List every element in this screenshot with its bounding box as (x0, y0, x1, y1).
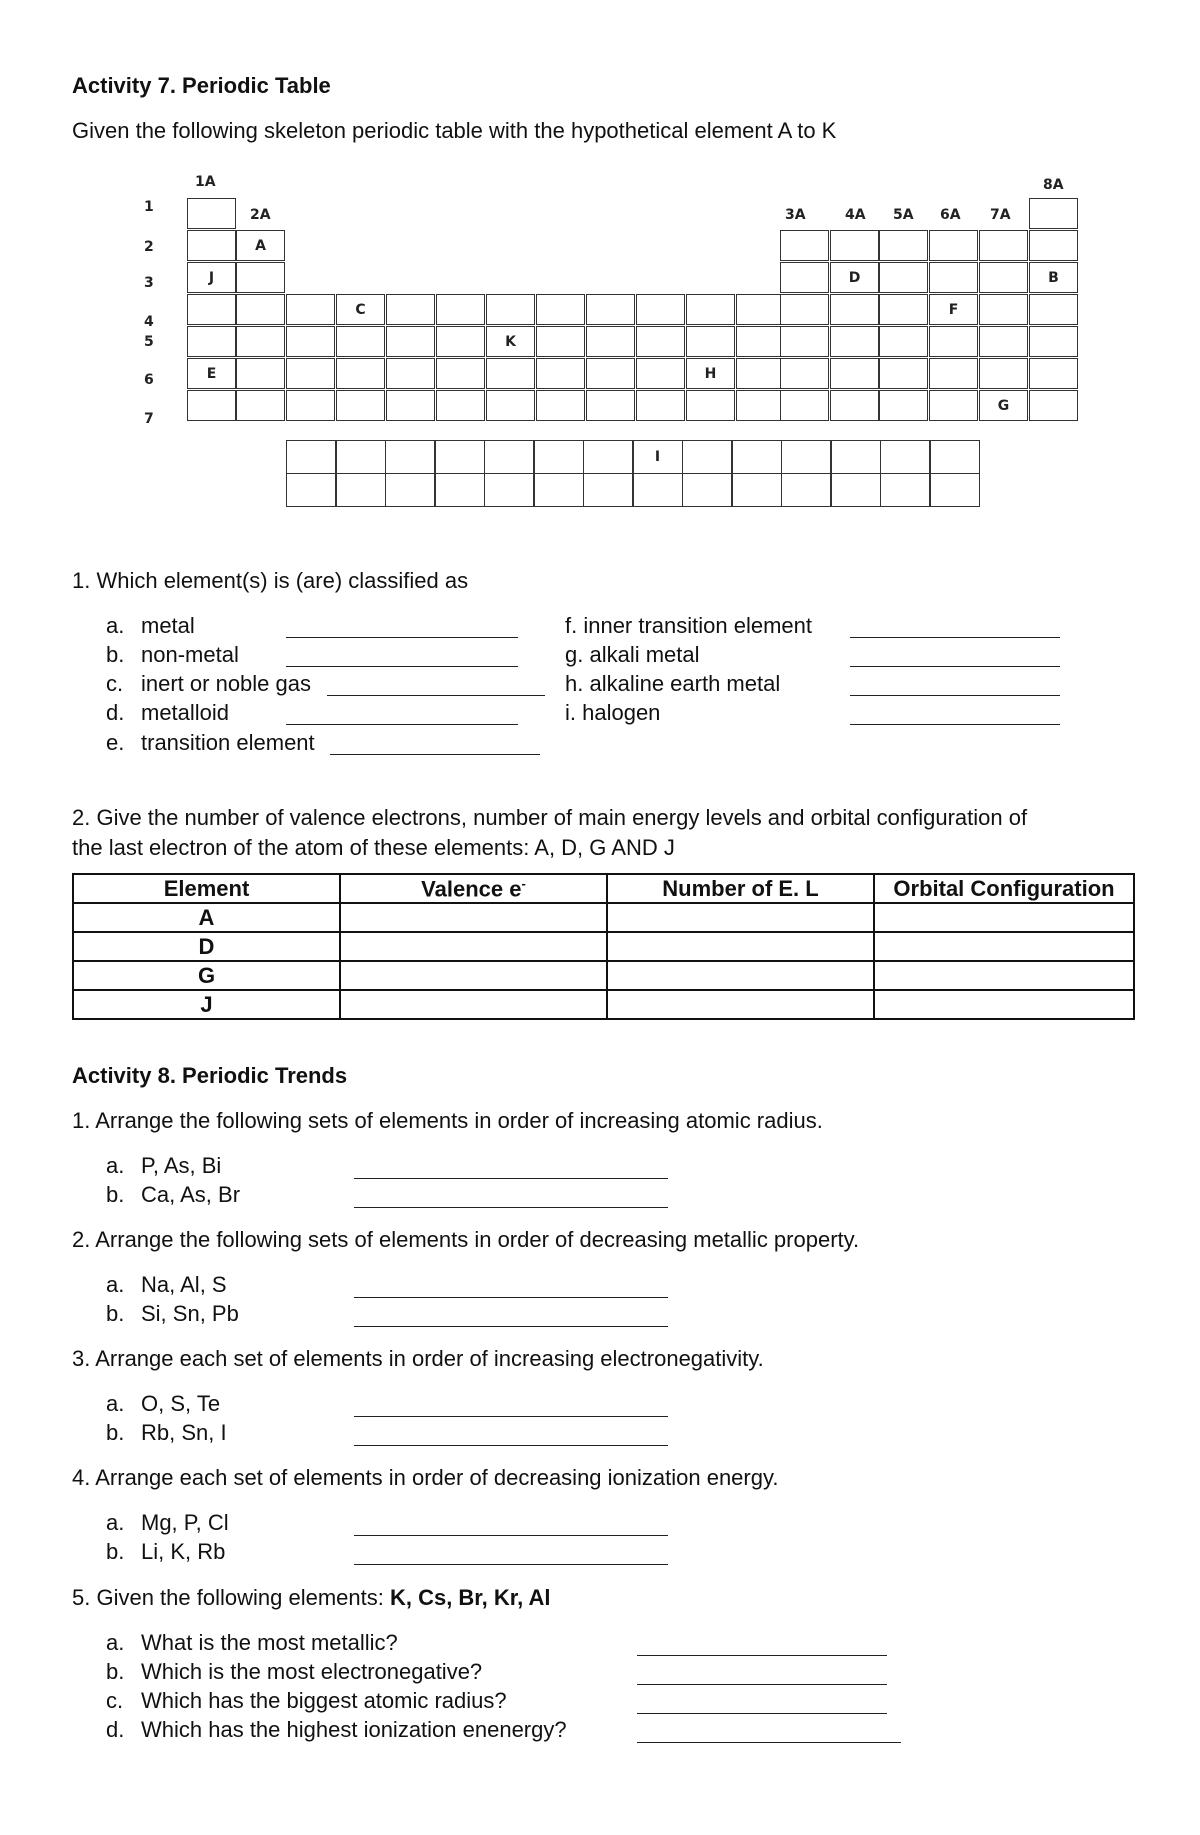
a8-q2-item-a: Na, Al, S (141, 1272, 227, 1297)
a8-q5-answer-d[interactable] (637, 1742, 901, 1743)
a8-q5-prompt: 5. Given the following elements: (72, 1585, 390, 1610)
periodic-cell (336, 326, 385, 357)
periodic-cell (780, 230, 829, 261)
periodic-cell (780, 294, 829, 325)
element-cell-h: H (686, 358, 735, 389)
answer-cell[interactable] (874, 932, 1134, 961)
a8-q3-answer-a[interactable] (354, 1416, 668, 1417)
a8-q1-item-b: Ca, As, Br (141, 1182, 241, 1207)
periodic-cell (636, 326, 685, 357)
a8-q5-prompt-line (72, 1587, 551, 1609)
periodic-cell (830, 230, 879, 261)
periodic-cell (486, 294, 535, 325)
a8-q2-answer-b[interactable] (354, 1326, 668, 1327)
col-header-valence (340, 874, 607, 903)
a8-q3-letter-b: b. (106, 1420, 125, 1445)
q1-item-i: i. halogen (565, 700, 661, 725)
group-header: 4A (845, 207, 866, 223)
element-cell-d: D (830, 262, 879, 293)
a8-q3-letter-a: a. (106, 1391, 125, 1416)
a8-q1-letter-b: b. (106, 1182, 125, 1207)
answer-cell[interactable] (607, 932, 874, 961)
period-number: 2 (144, 239, 154, 255)
periodic-cell (1029, 198, 1078, 229)
periodic-cell (286, 294, 335, 325)
a8-q1-prompt: 1. Arrange the following sets of elements in order of increasing atomic radius. (72, 1108, 823, 1133)
row-element: J (73, 990, 340, 1019)
inner-transition-cell (930, 440, 980, 474)
valence-table (72, 873, 1135, 1020)
periodic-cell (979, 326, 1028, 357)
a8-q2-letter-a: a. (106, 1272, 125, 1297)
row-element: D (73, 932, 340, 961)
periodic-cell (736, 358, 785, 389)
q1-letter-c: c. (106, 671, 124, 696)
group-header: 8A (1043, 177, 1064, 193)
a8-q4-answer-a[interactable] (354, 1535, 668, 1536)
a8-q5-letter-c: c. (106, 1688, 124, 1713)
inner-transition-cell (781, 473, 831, 507)
periodic-cell (736, 390, 785, 421)
periodic-cell (187, 326, 236, 357)
periodic-cell (1029, 326, 1078, 357)
periodic-cell (586, 294, 635, 325)
q1-answer-g[interactable] (850, 666, 1060, 667)
periodic-cell (830, 294, 879, 325)
group-header: 7A (990, 207, 1011, 223)
q1-answer-c[interactable] (327, 695, 545, 696)
element-cell-j: J (187, 262, 236, 293)
q1-item-e: transition element (141, 730, 315, 755)
row-element: G (73, 961, 340, 990)
a8-q1-item-a: P, As, Bi (141, 1153, 222, 1178)
inner-transition-cell (484, 473, 534, 507)
a8-q5-item-a: What is the most metallic? (141, 1630, 398, 1655)
periodic-cell (636, 390, 685, 421)
periodic-cell (879, 294, 928, 325)
col-header-element: Element (73, 874, 340, 903)
periodic-cell (236, 390, 285, 421)
q1-item-d: metalloid (141, 700, 230, 725)
period-number: 7 (144, 411, 154, 427)
inner-transition-cell (286, 473, 336, 507)
activity7-title: Activity 7. Periodic Table (72, 73, 331, 98)
answer-cell[interactable] (340, 903, 607, 932)
a8-q5-item-d: Which has the highest ionization enenergy? (141, 1717, 567, 1742)
q1-answer-e[interactable] (330, 754, 540, 755)
inner-transition-cell (781, 440, 831, 474)
activity8-title: Activity 8. Periodic Trends (72, 1063, 348, 1088)
q1-answer-a[interactable] (286, 637, 518, 638)
periodic-cell (236, 358, 285, 389)
q1-item-c: inert or noble gas (141, 671, 311, 696)
q1-item-h: h. alkaline earth metal (565, 671, 781, 696)
inner-transition-cell (583, 473, 633, 507)
inner-transition-cell (534, 473, 584, 507)
periodic-cell (879, 262, 928, 293)
answer-cell[interactable] (340, 990, 607, 1019)
a8-q2-prompt: 2. Arrange the following sets of elements in order of decreasing metallic property. (72, 1227, 860, 1252)
q1-item-g: g. alkali metal (565, 642, 700, 667)
a8-q5-answer-b[interactable] (637, 1684, 887, 1685)
periodic-cell (436, 294, 485, 325)
periodic-cell (536, 326, 585, 357)
periodic-cell (436, 326, 485, 357)
inner-transition-cell (385, 473, 435, 507)
periodic-cell (187, 294, 236, 325)
periodic-cell (929, 262, 978, 293)
group-header: 2A (250, 207, 271, 223)
period-number: 4 (144, 314, 154, 330)
a8-q3-prompt: 3. Arrange each set of elements in order of increasing electronegativity. (72, 1346, 764, 1371)
periodic-cell (436, 358, 485, 389)
q1-answer-d[interactable] (286, 724, 518, 725)
a8-q4-item-b: Li, K, Rb (141, 1539, 226, 1564)
periodic-cell (636, 294, 685, 325)
periodic-cell (686, 294, 735, 325)
periodic-cell (236, 294, 285, 325)
periodic-cell (586, 390, 635, 421)
answer-cell[interactable] (340, 961, 607, 990)
q1-letter-d: d. (106, 700, 125, 725)
q1-letter-a: a. (106, 613, 125, 638)
periodic-cell (187, 198, 236, 229)
inner-transition-cell (831, 440, 881, 474)
periodic-cell (286, 390, 335, 421)
a8-q5-item-c: Which has the biggest atomic radius? (141, 1688, 507, 1713)
periodic-cell (686, 326, 735, 357)
answer-cell[interactable] (874, 990, 1134, 1019)
q1-prompt: 1. Which element(s) is (are) classified as (72, 568, 469, 593)
q1-answer-h[interactable] (850, 695, 1060, 696)
periodic-cell (286, 358, 335, 389)
periodic-cell (1029, 358, 1078, 389)
answer-cell[interactable] (607, 961, 874, 990)
inner-transition-cell (880, 473, 930, 507)
periodic-cell (386, 390, 435, 421)
periodic-cell (187, 390, 236, 421)
inner-transition-cell (682, 473, 732, 507)
q1-item-b: non-metal (141, 642, 239, 667)
a8-q2-item-b: Si, Sn, Pb (141, 1301, 239, 1326)
periodic-cell (486, 390, 535, 421)
periodic-cell (536, 390, 585, 421)
periodic-cell (286, 326, 335, 357)
inner-transition-cell (583, 440, 633, 474)
q1-item-a: metal (141, 613, 195, 638)
group-header: 6A (940, 207, 961, 223)
periodic-cell (236, 262, 285, 293)
element-cell-i: I (633, 440, 683, 474)
periodic-cell (1029, 294, 1078, 325)
group-header: 5A (893, 207, 914, 223)
period-number: 6 (144, 372, 154, 388)
periodic-cell (187, 230, 236, 261)
periodic-cell (536, 294, 585, 325)
a8-q5-answer-a[interactable] (637, 1655, 887, 1656)
periodic-cell (929, 230, 978, 261)
a8-q4-letter-a: a. (106, 1510, 125, 1535)
answer-cell[interactable] (874, 961, 1134, 990)
periodic-cell (780, 326, 829, 357)
answer-cell[interactable] (874, 903, 1134, 932)
periodic-cell (979, 230, 1028, 261)
inner-transition-cell (831, 473, 881, 507)
periodic-cell (879, 326, 928, 357)
periodic-cell (236, 326, 285, 357)
periodic-cell (830, 358, 879, 389)
q1-answer-b[interactable] (286, 666, 518, 667)
inner-transition-cell (732, 440, 782, 474)
periodic-cell (780, 358, 829, 389)
periodic-cell (536, 358, 585, 389)
q1-item-f: f. inner transition element (565, 613, 813, 638)
periodic-cell (586, 358, 635, 389)
periodic-cell (386, 326, 435, 357)
a8-q1-answer-b[interactable] (354, 1207, 668, 1208)
a8-q5-answer-c[interactable] (637, 1713, 887, 1714)
periodic-cell (386, 294, 435, 325)
inner-transition-cell (484, 440, 534, 474)
inner-transition-cell (633, 473, 683, 507)
period-number: 1 (144, 199, 154, 215)
periodic-cell (736, 326, 785, 357)
periodic-cell (830, 326, 879, 357)
table-header-row (73, 874, 1134, 903)
periodic-cell (780, 390, 829, 421)
periodic-cell (929, 326, 978, 357)
q2-prompt-line1: 2. Give the number of valence electrons, number of main energy levels and orbital configuration of (72, 805, 1028, 830)
row-element: A (73, 903, 340, 932)
periodic-cell (979, 358, 1028, 389)
inner-transition-cell (435, 473, 485, 507)
group-header: 1A (195, 174, 216, 190)
element-cell-b: B (1029, 262, 1078, 293)
inner-transition-cell (336, 473, 386, 507)
inner-transition-cell (336, 440, 386, 474)
periodic-cell (780, 262, 829, 293)
valence-superscript: - (521, 875, 526, 891)
col-header-orbital: Orbital Configuration (874, 874, 1134, 903)
q1-answer-f[interactable] (850, 637, 1060, 638)
a8-q3-answer-b[interactable] (354, 1445, 668, 1446)
a8-q4-item-a: Mg, P, Cl (141, 1510, 229, 1535)
a8-q5-letter-b: b. (106, 1659, 125, 1684)
periodic-cell (336, 358, 385, 389)
inner-transition-cell (732, 473, 782, 507)
table-row (73, 932, 1134, 961)
table-row (73, 961, 1134, 990)
answer-cell[interactable] (607, 990, 874, 1019)
answer-cell[interactable] (340, 932, 607, 961)
a8-q5-item-b: Which is the most electronegative? (141, 1659, 483, 1684)
element-cell-f: F (929, 294, 978, 325)
answer-cell[interactable] (607, 903, 874, 932)
a8-q1-letter-a: a. (106, 1153, 125, 1178)
a8-q5-letter-d: d. (106, 1717, 125, 1742)
periodic-cell (386, 358, 435, 389)
periodic-cell (929, 390, 978, 421)
periodic-cell (1029, 390, 1078, 421)
table-row (73, 903, 1134, 932)
periodic-cell (736, 294, 785, 325)
inner-transition-cell (930, 473, 980, 507)
a8-q2-letter-b: b. (106, 1301, 125, 1326)
periodic-cell (879, 390, 928, 421)
periodic-cell (979, 294, 1028, 325)
a8-q5-letter-a: a. (106, 1630, 125, 1655)
periodic-cell (979, 262, 1028, 293)
periodic-cell (336, 390, 385, 421)
element-cell-e: E (187, 358, 236, 389)
table-row (73, 990, 1134, 1019)
periodic-cell (586, 326, 635, 357)
inner-transition-cell (286, 440, 336, 474)
a8-q3-item-a: O, S, Te (141, 1391, 221, 1416)
activity7-intro: Given the following skeleton periodic table with the hypothetical element A to K (72, 118, 837, 143)
a8-q4-prompt: 4. Arrange each set of elements in order of decreasing ionization energy. (72, 1465, 779, 1490)
inner-transition-cell (385, 440, 435, 474)
periodic-cell (879, 230, 928, 261)
a8-q3-item-b: Rb, Sn, I (141, 1420, 227, 1445)
inner-transition-cell (880, 440, 930, 474)
periodic-cell (879, 358, 928, 389)
a8-q5-elements: K, Cs, Br, Kr, Al (389, 1585, 551, 1610)
a8-q2-answer-a[interactable] (354, 1297, 668, 1298)
element-cell-c: C (336, 294, 385, 325)
element-cell-a: A (236, 230, 285, 261)
col-header-valence-label: Valence e (421, 876, 522, 902)
inner-transition-cell (435, 440, 485, 474)
q1-letter-e: e. (106, 730, 125, 755)
periodic-cell (929, 358, 978, 389)
periodic-cell (636, 358, 685, 389)
a8-q4-answer-b[interactable] (354, 1564, 668, 1565)
a8-q1-answer-a[interactable] (354, 1178, 668, 1179)
periodic-cell (486, 358, 535, 389)
period-number: 5 (144, 334, 154, 350)
periodic-cell (830, 390, 879, 421)
inner-transition-cell (534, 440, 584, 474)
q2-prompt-line2: the last electron of the atom of these elements: A, D, G AND J (72, 835, 675, 860)
q1-answer-i[interactable] (850, 724, 1060, 725)
col-header-energy-levels: Number of E. L (607, 874, 874, 903)
q1-letter-b: b. (106, 642, 125, 667)
periodic-cell (1029, 230, 1078, 261)
element-cell-k: K (486, 326, 535, 357)
inner-transition-cell (682, 440, 732, 474)
group-header: 3A (785, 207, 806, 223)
periodic-cell (436, 390, 485, 421)
period-number: 3 (144, 275, 154, 291)
a8-q4-letter-b: b. (106, 1539, 125, 1564)
periodic-cell (686, 390, 735, 421)
element-cell-g: G (979, 390, 1028, 421)
